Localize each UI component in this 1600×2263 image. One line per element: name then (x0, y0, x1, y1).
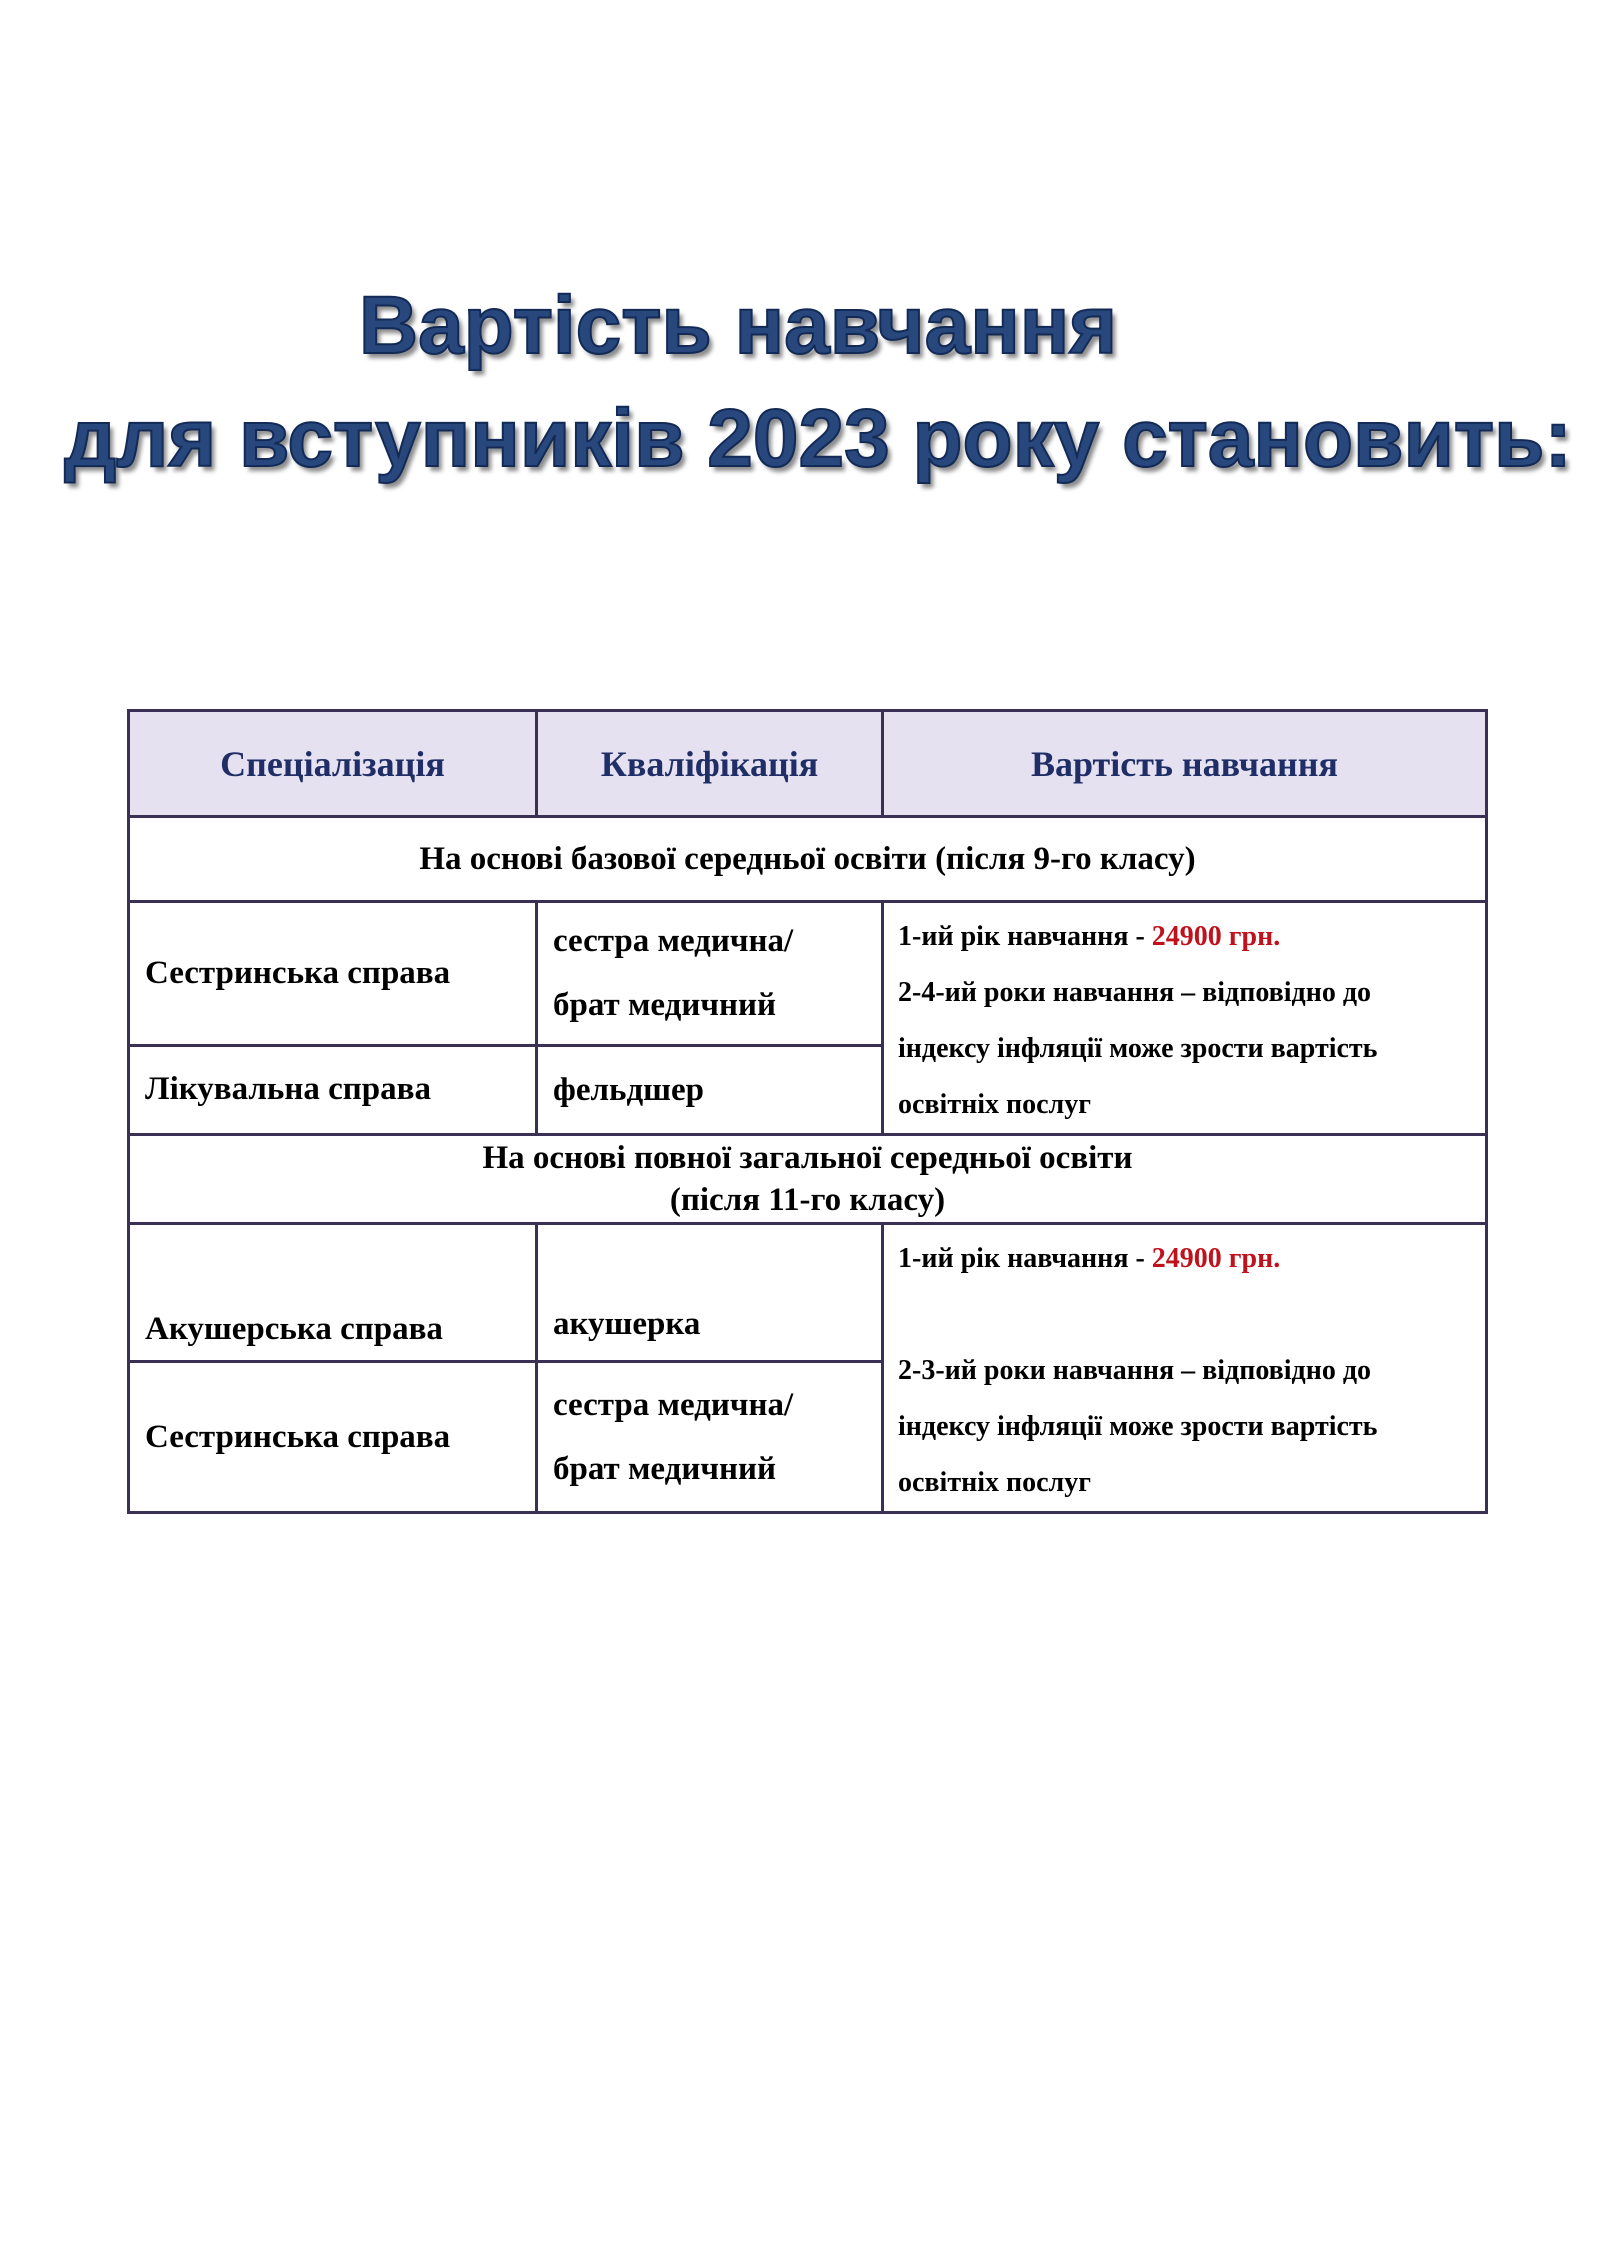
tuition-cost-cell (883, 902, 1487, 1135)
cost-note-line: 2-4-ий роки навчання – відповідно до (898, 977, 1372, 1008)
specialization-cell: Сестринська справа (129, 1362, 537, 1513)
spacer (898, 1287, 1471, 1343)
tuition-table (127, 709, 1488, 1514)
tuition-cost-cell (883, 1224, 1487, 1513)
cost-note-line: освітніх послуг (898, 1467, 1091, 1498)
qualification-line: сестра медична/ (553, 1387, 794, 1424)
table-row (129, 1224, 1487, 1362)
qualification-cell (537, 902, 883, 1046)
section-heading-line: (після 11-го класу) (669, 1182, 946, 1218)
table-header-row (129, 711, 1487, 817)
first-year-cost (898, 1231, 1471, 1287)
first-year-price: 24900 грн. (1151, 921, 1281, 952)
section-heading-row (129, 817, 1487, 902)
first-year-label: 1-ий рік навчання - (898, 1243, 1152, 1274)
qualification-line: брат медичний (553, 987, 777, 1024)
specialization-cell: Сестринська справа (129, 902, 537, 1046)
page-title-line-1: Вартість навчання (358, 280, 1118, 371)
qualification-line: брат медичний (553, 1451, 777, 1488)
header-qualification: Кваліфікація (537, 711, 883, 817)
section-heading-basic: На основі базової середньої освіти (після 9-го класу) (129, 817, 1487, 902)
first-year-label: 1-ий рік навчання - (898, 921, 1152, 952)
specialization-cell: Лікувальна справа (129, 1045, 537, 1134)
qualification-cell: фельдшер (537, 1045, 883, 1134)
qualification-line: сестра медична/ (553, 923, 794, 960)
cost-note-line: індексу інфляції може зрости вартість (898, 1033, 1378, 1064)
section-heading-line: На основі повної загальної середньої освіти (482, 1140, 1133, 1176)
first-year-cost (898, 909, 1471, 965)
specialization-cell: Акушерська справа (129, 1224, 537, 1362)
cost-note-line: індексу інфляції може зрости вартість (898, 1411, 1378, 1442)
qualification-cell (537, 1362, 883, 1513)
section-heading-full (129, 1135, 1487, 1224)
qualification-cell: акушерка (537, 1224, 883, 1362)
first-year-price: 24900 грн. (1151, 1243, 1281, 1274)
cost-note-line: 2-3-ий роки навчання – відповідно до (898, 1355, 1372, 1386)
section-heading-row (129, 1135, 1487, 1224)
page-title-line-2: для вступників 2023 року становить: (64, 393, 1572, 484)
cost-note-line: освітніх послуг (898, 1089, 1091, 1120)
table-row (129, 902, 1487, 1046)
header-specialization: Спеціалізація (129, 711, 537, 817)
header-tuition-cost: Вартість навчання (883, 711, 1487, 817)
